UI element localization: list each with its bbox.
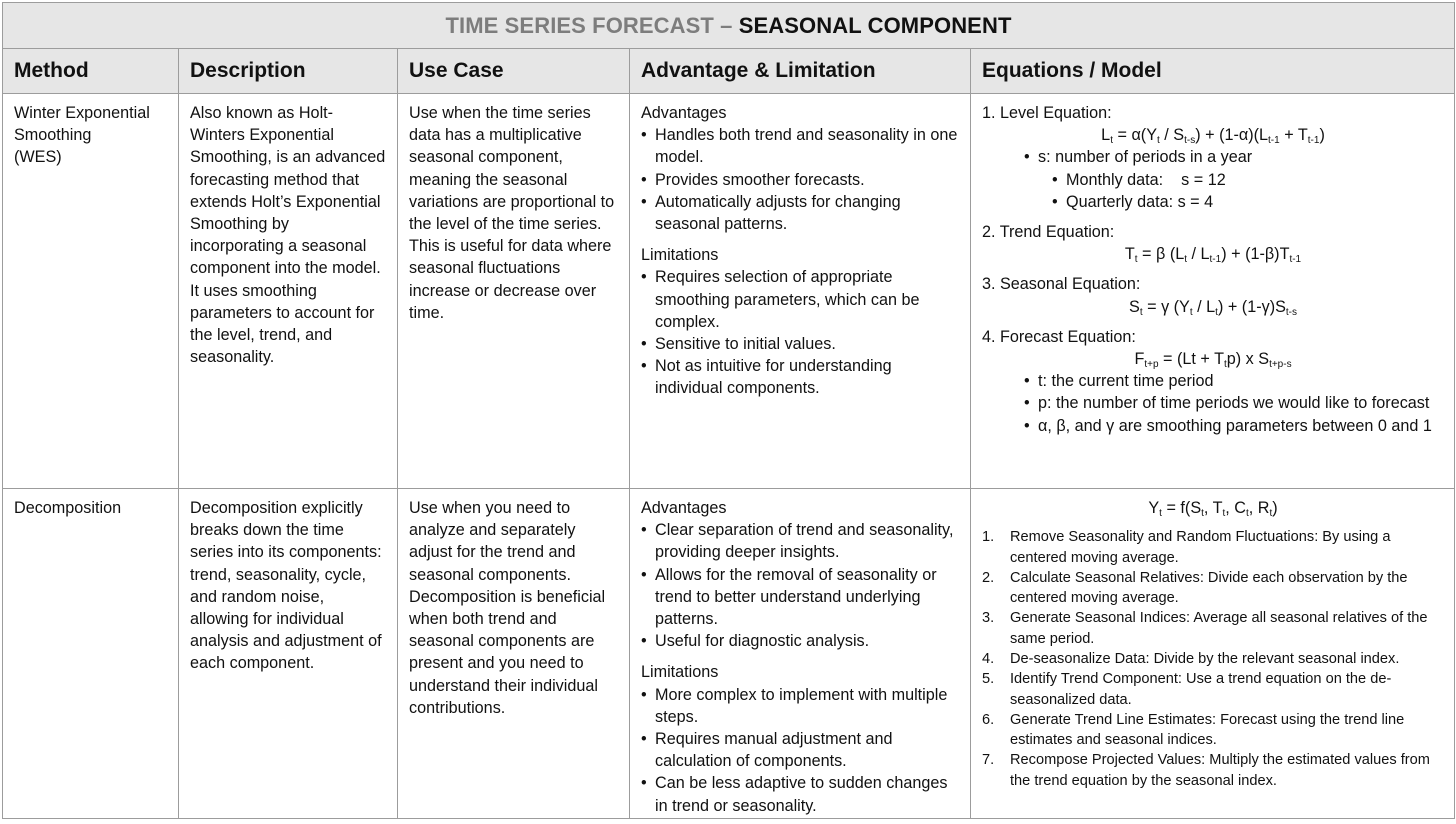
use-case-cell: Use when you need to analyze and separately adjust for the trend and seasonal components. Decomposition is beneficial when both trend and seasonal components are present and you need to understand their individual contributions. bbox=[398, 489, 630, 819]
method-line: Smoothing bbox=[14, 126, 92, 145]
forecast-equation: $F_{t+p} = (Lt + T_tp)$ x $S_{t+p-s}$ bbox=[1134, 350, 1292, 371]
method-cell bbox=[3, 489, 179, 819]
advantage-limitation-cell bbox=[630, 489, 971, 819]
table-row bbox=[3, 94, 1455, 489]
seasonal-component-table bbox=[2, 2, 1455, 819]
advantages-list bbox=[641, 124, 960, 235]
list-item: • Not as intuitive for understanding individual components. bbox=[641, 355, 960, 399]
list-item: • Automatically adjusts for changing seasonal patterns. bbox=[641, 191, 960, 235]
list-item: • α, β, and γ are smoothing parameters between 0 and 1 bbox=[1024, 415, 1444, 437]
list-item: • p: the number of time periods we would like to forecast bbox=[1024, 392, 1444, 414]
level-equation-title: 1. Level Equation: bbox=[982, 104, 1112, 122]
advantages-heading: Advantages bbox=[641, 499, 727, 517]
list-item: • Monthly data: s = 12 bbox=[1052, 169, 1444, 191]
step-number: 7. bbox=[982, 752, 995, 769]
list-item: • Requires selection of appropriate smoothing parameters, which can be complex. bbox=[641, 266, 960, 333]
step-number: 6. bbox=[982, 711, 995, 728]
step-text: Calculate Seasonal Relatives: Divide each observation by the centered moving average. bbox=[1010, 569, 1408, 607]
method-cell bbox=[3, 94, 179, 489]
list-item: • s: number of periods in a year bbox=[1024, 146, 1444, 168]
decomposition-model-equation: $Y_t = f(S_t$, $T_t$, $C_t$, $R_t$) bbox=[1148, 499, 1278, 519]
list-item: • Sensitive to initial values. bbox=[641, 333, 960, 355]
table-title bbox=[3, 3, 1455, 49]
forecast-equation-title: 4. Forecast Equation: bbox=[982, 327, 1136, 346]
equations-cell bbox=[971, 94, 1455, 489]
description-cell: Decomposition explicitly breaks down the time series into its components: trend, seasonality, cycle, and random noise, allowing for individual analysis and adjustment of each component. bbox=[179, 489, 398, 819]
step-text: Generate Seasonal Indices: Average all seasonal relatives of the same period. bbox=[1010, 610, 1428, 647]
column-header-advantage-limitation: Advantage & Limitation bbox=[630, 49, 971, 94]
limitations-heading: Limitations bbox=[641, 246, 719, 265]
periods-note-list bbox=[1024, 146, 1444, 168]
list-item bbox=[982, 527, 1444, 568]
method-line: Decomposition bbox=[14, 499, 122, 517]
list-item: • Useful for diagnostic analysis. bbox=[641, 630, 960, 652]
limitations-list bbox=[641, 684, 960, 817]
title-part-1: TIME SERIES FORECAST – bbox=[445, 12, 739, 38]
list-item: • Clear separation of trend and seasonality, providing deeper insights. bbox=[641, 519, 960, 563]
description-cell: Also known as Holt-Winters Exponential Smoothing, is an advanced forecasting method that extends Holt’s Exponential Smoothing by incorporating a seasonal component into the model. It uses smoothing parameters to account for the level, trend, and seasonality. bbox=[179, 94, 398, 489]
method-line: (WES) bbox=[14, 148, 62, 167]
step-text: Identify Trend Component: Use a trend equation on the de-seasonalized data. bbox=[1010, 671, 1392, 708]
limitations-heading: Limitations bbox=[641, 663, 719, 682]
table-row bbox=[3, 489, 1455, 819]
step-text: Recompose Projected Values: Multiply the estimated values from the trend equation by the seasonal index. bbox=[1010, 752, 1430, 789]
list-item: • Requires manual adjustment and calculation of components. bbox=[641, 728, 960, 772]
list-item bbox=[982, 649, 1444, 669]
forecast-notes-list bbox=[1024, 370, 1444, 437]
step-text: Remove Seasonality and Random Fluctuations: By using a centered moving average. bbox=[1010, 529, 1391, 566]
header-row bbox=[3, 49, 1455, 94]
list-item: • Handles both trend and seasonality in one model. bbox=[641, 124, 960, 168]
column-header-method: Method bbox=[3, 49, 179, 94]
column-header-equations: Equations / Model bbox=[971, 49, 1455, 94]
column-header-use-case: Use Case bbox=[398, 49, 630, 94]
step-text: Generate Trend Line Estimates: Forecast using the trend line estimates and seasonal indices. bbox=[1010, 711, 1405, 749]
trend-equation: $T_t = \beta$ $(L_t / L_{t-1}) + (1-\beta)T_{t-1}$ bbox=[1124, 245, 1302, 266]
advantages-list bbox=[641, 519, 960, 652]
list-item bbox=[982, 608, 1444, 649]
decomposition-steps-list bbox=[982, 527, 1444, 791]
seasonal-equation-title: 3. Seasonal Equation: bbox=[982, 275, 1141, 294]
seasonal-equation: $S_t = \gamma$ $(Y_t / L_t) + (1-\gamma)S_{t-s}$ bbox=[1129, 297, 1297, 318]
step-number: 3. bbox=[982, 610, 995, 627]
trend-equation-title: 2. Trend Equation: bbox=[982, 223, 1115, 242]
list-item bbox=[982, 568, 1444, 609]
step-number: 4. bbox=[982, 650, 995, 667]
title-part-2: SEASONAL COMPONENT bbox=[738, 12, 1012, 38]
advantage-limitation-cell bbox=[630, 94, 971, 489]
equations-cell bbox=[971, 489, 1455, 819]
periods-example-list bbox=[1052, 169, 1444, 213]
list-item: • Allows for the removal of seasonality or trend to better understand underlying patterns. bbox=[641, 564, 960, 631]
advantages-heading: Advantages bbox=[641, 104, 727, 122]
list-item: • Quarterly data: s = 4 bbox=[1052, 191, 1444, 213]
step-number: 1. bbox=[982, 529, 995, 546]
list-item: • More complex to implement with multiple steps. bbox=[641, 684, 960, 728]
list-item bbox=[982, 710, 1444, 751]
level-equation: $L_t = \alpha(Y_t / S_{t-s}) + (1-\alpha)(L_{t-1} + T_{t-1})$ bbox=[1101, 126, 1325, 147]
list-item: • Provides smoother forecasts. bbox=[641, 169, 960, 191]
list-item bbox=[982, 669, 1444, 710]
step-number: 5. bbox=[982, 671, 995, 688]
list-item: • t: the current time period bbox=[1024, 370, 1444, 392]
page bbox=[0, 2, 1454, 822]
list-item bbox=[982, 750, 1444, 791]
list-item: • Can be less adaptive to sudden changes in trend or seasonality. bbox=[641, 772, 960, 816]
step-number: 2. bbox=[982, 569, 995, 586]
method-line: Winter Exponential bbox=[14, 104, 150, 122]
step-text: De-seasonalize Data: Divide by the relevant seasonal index. bbox=[1010, 650, 1400, 667]
column-header-description: Description bbox=[179, 49, 398, 94]
limitations-list bbox=[641, 266, 960, 399]
use-case-cell: Use when the time series data has a multiplicative seasonal component, meaning the seasonal variations are proportional to the level of the time series. This is useful for data where seasonal fluctuations increase or decrease over time. bbox=[398, 94, 630, 489]
